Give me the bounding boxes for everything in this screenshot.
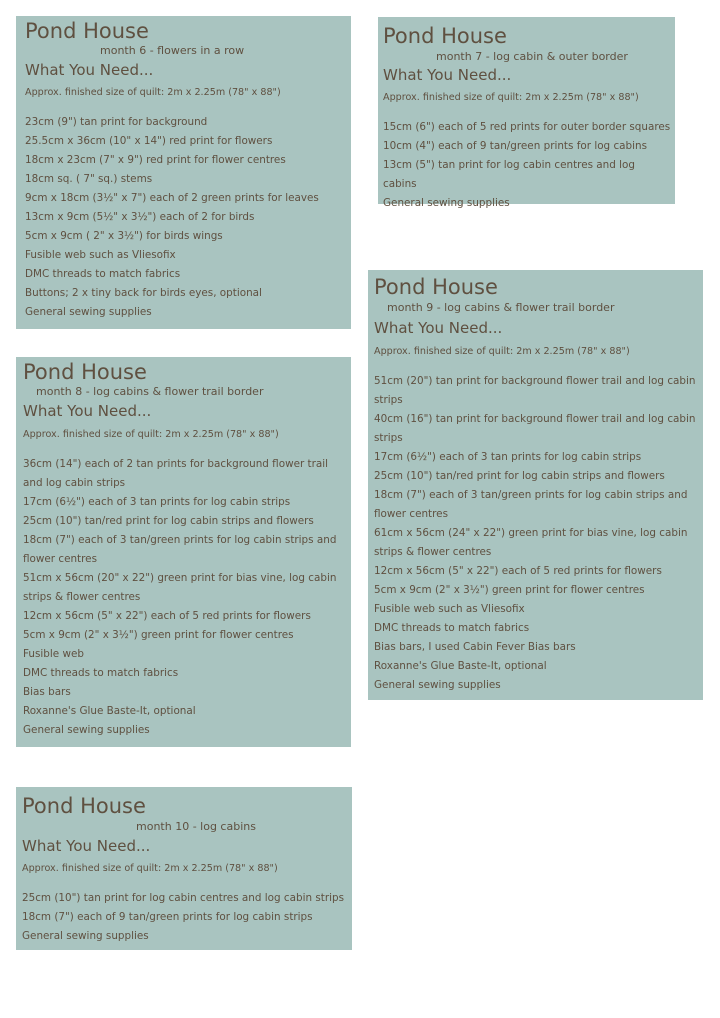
- list-item: DMC threads to match fabrics: [374, 622, 530, 634]
- list-item: General sewing supplies: [383, 197, 510, 209]
- supplies-list: [374, 372, 700, 695]
- what-you-need-heading: What You Need...: [22, 837, 151, 855]
- list-item: Fusible web such as Vliesofix: [374, 603, 525, 615]
- card-title: Pond House: [383, 24, 507, 48]
- list-item: General sewing supplies: [25, 306, 152, 318]
- list-item: Buttons; 2 x tiny back for birds eyes, optional: [25, 287, 262, 299]
- list-item: 40cm (16") tan print for background flower trail and log cabin strips: [374, 413, 696, 444]
- card-subtitle: month 7 - log cabin & outer border: [436, 50, 628, 63]
- list-item: 25.5cm x 36cm (10" x 14") red print for flowers: [25, 135, 273, 147]
- list-item: DMC threads to match fabrics: [25, 268, 181, 280]
- list-item: Fusible web such as Vliesofix: [25, 249, 176, 261]
- list-item: 13cm x 9cm (5½" x 3½") each of 2 for birds: [25, 211, 255, 223]
- list-item: 5cm x 9cm (2" x 3½") green print for flower centres: [23, 629, 294, 641]
- finished-size: Approx. finished size of quilt: 2m x 2.25m (78" x 88"): [22, 863, 278, 874]
- card-title: Pond House: [23, 360, 147, 384]
- finished-size: Approx. finished size of quilt: 2m x 2.25m (78" x 88"): [23, 429, 279, 440]
- list-item: 25cm (10") tan print for log cabin centres and log cabin strips: [22, 892, 345, 904]
- card-title: Pond House: [25, 19, 149, 43]
- list-item: 9cm x 18cm (3½" x 7") each of 2 green prints for leaves: [25, 192, 319, 204]
- list-item: 18cm (7") each of 9 tan/green prints for log cabin strips: [22, 911, 313, 923]
- what-you-need-heading: What You Need...: [23, 402, 152, 420]
- supplies-list: [23, 455, 350, 740]
- list-item: 17cm (6½") each of 3 tan prints for log cabin strips: [374, 451, 642, 463]
- list-item: 17cm (6½") each of 3 tan prints for log cabin strips: [23, 496, 291, 508]
- supplies-list: [383, 118, 671, 213]
- card-month-6: [16, 16, 351, 329]
- finished-size: Approx. finished size of quilt: 2m x 2.25m (78" x 88"): [383, 92, 639, 103]
- list-item: 23cm (9") tan print for background: [25, 116, 208, 128]
- list-item: 12cm x 56cm (5" x 22") each of 5 red prints for flowers: [23, 610, 311, 622]
- list-item: 25cm (10") tan/red print for log cabin strips and flowers: [23, 515, 314, 527]
- list-item: 5cm x 9cm (2" x 3½") green print for flower centres: [374, 584, 645, 596]
- list-item: General sewing supplies: [23, 724, 150, 736]
- list-item: 51cm x 56cm (20" x 22") green print for bias vine, log cabin strips & flower centres: [23, 572, 337, 603]
- list-item: 12cm x 56cm (5" x 22") each of 5 red prints for flowers: [374, 565, 662, 577]
- list-item: Roxanne's Glue Baste-It, optional: [23, 705, 196, 717]
- supplies-list: [25, 113, 343, 322]
- supplies-list: [22, 889, 348, 946]
- card-month-10: [16, 787, 352, 950]
- list-item: 18cm (7") each of 3 tan/green prints for log cabin strips and flower centres: [374, 489, 688, 520]
- list-item: Roxanne's Glue Baste-It, optional: [374, 660, 547, 672]
- card-month-9: [368, 270, 703, 700]
- card-month-7: [378, 17, 675, 209]
- what-you-need-heading: What You Need...: [383, 66, 512, 84]
- card-month-8: [16, 357, 351, 747]
- list-item: 25cm (10") tan/red print for log cabin strips and flowers: [374, 470, 665, 482]
- list-item: DMC threads to match fabrics: [23, 667, 179, 679]
- what-you-need-heading: What You Need...: [25, 61, 154, 79]
- finished-size: Approx. finished size of quilt: 2m x 2.25m (78" x 88"): [374, 346, 630, 357]
- list-item: General sewing supplies: [22, 930, 149, 942]
- list-item: 5cm x 9cm ( 2" x 3½") for birds wings: [25, 230, 223, 242]
- card-title: Pond House: [22, 794, 146, 818]
- finished-size: Approx. finished size of quilt: 2m x 2.25m (78" x 88"): [25, 87, 281, 98]
- list-item: 61cm x 56cm (24" x 22") green print for bias vine, log cabin strips & flower centres: [374, 527, 688, 558]
- card-subtitle: month 8 - log cabins & flower trail border: [36, 385, 264, 398]
- list-item: General sewing supplies: [374, 679, 501, 691]
- list-item: 18cm (7") each of 3 tan/green prints for log cabin strips and flower centres: [23, 534, 337, 565]
- list-item: 36cm (14") each of 2 tan prints for background flower trail and log cabin strips: [23, 458, 329, 489]
- card-subtitle: month 9 - log cabins & flower trail border: [387, 301, 615, 314]
- list-item: Bias bars: [23, 686, 71, 698]
- list-item: 10cm (4") each of 9 tan/green prints for log cabins: [383, 140, 648, 152]
- list-item: 18cm sq. ( 7" sq.) stems: [25, 173, 153, 185]
- card-subtitle: month 10 - log cabins: [136, 820, 256, 833]
- list-item: 15cm (6") each of 5 red prints for outer border squares: [383, 121, 671, 133]
- what-you-need-heading: What You Need...: [374, 319, 503, 337]
- list-item: Fusible web: [23, 648, 84, 660]
- card-title: Pond House: [374, 275, 498, 299]
- card-subtitle: month 6 - flowers in a row: [100, 44, 245, 57]
- list-item: Bias bars, I used Cabin Fever Bias bars: [374, 641, 576, 653]
- list-item: 18cm x 23cm (7" x 9") red print for flower centres: [25, 154, 286, 166]
- list-item: 51cm (20") tan print for background flower trail and log cabin strips: [374, 375, 696, 406]
- list-item: 13cm (5") tan print for log cabin centres and log cabins: [383, 159, 635, 190]
